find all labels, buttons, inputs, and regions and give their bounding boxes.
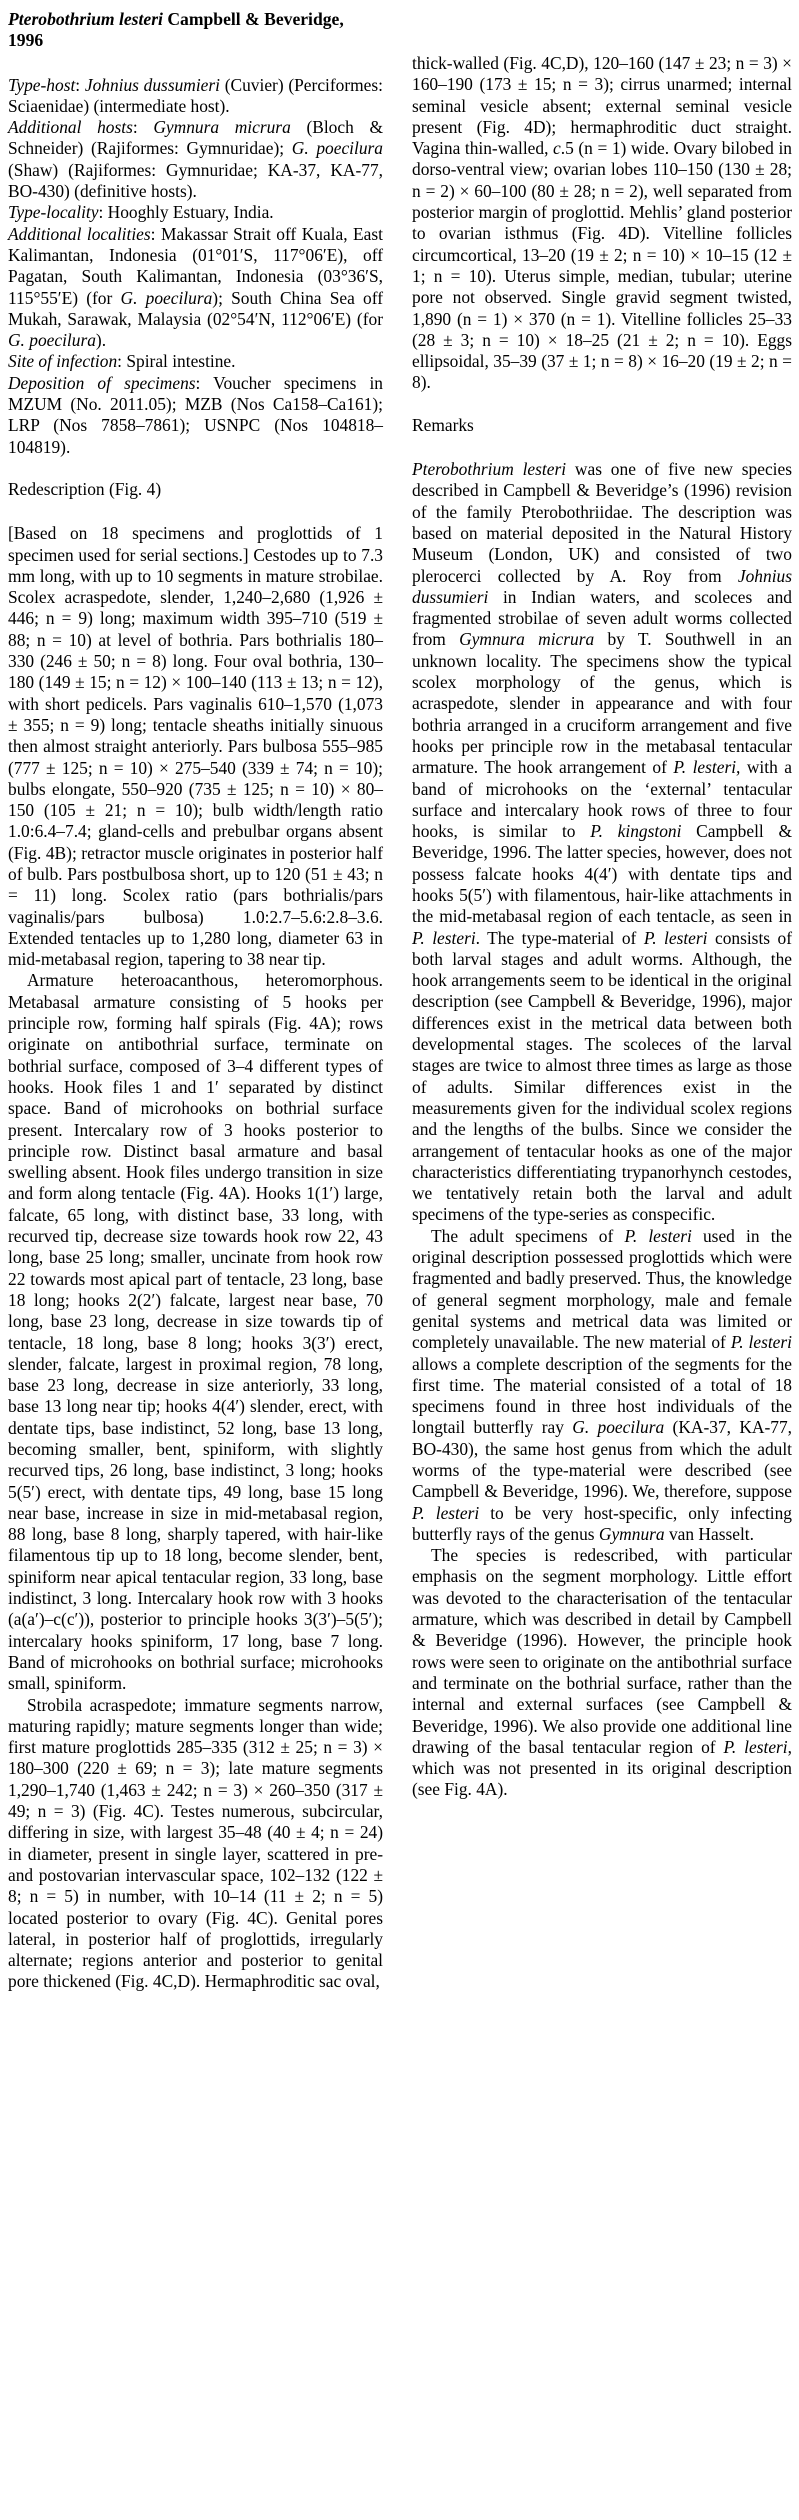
left-column-content <box>8 75 383 1993</box>
article-title: Pterobothrium lesteri Campbell & Beveridge, 1996 <box>8 9 344 51</box>
redescription-paragraph-armature: Armature heteroacanthous, heteromorphous. Metabasal armature consisting of 5 hooks per principle row, forming half spirals (Fig. 4A); rows originate on antibothrial surface, terminate on bothrial surface, composed of 3–4 different types of hooks. Hook files 1 and 1′ separated by distinct space. Band of microhooks on bothrial surface present. Intercalary row of 3 hooks posterior to principle row. Distinct basal armature and basal swelling absent. Hook files undergo transition in size and form along tentacle (Fig. 4A). Hooks 1(1′) large, falcate, 65 long, with distinct base, 33 long, with recurved tip, decrease size towards hook row 22, 43 long, base 25 long; smaller, uncinate from hook row 22 towards most apical part of tentacle, 23 long, base 18 long; hooks 2(2′) falcate, largest near base, 70 long, base 23 long, decrease in size towards tip of tentacle, 18 long, base 8 long; hooks 3(3′) erect, slender, falcate, largest in proximal region, 78 long, base 23 long, decrease in size anteriorly, 33 long, base 13 long near tip; hooks 4(4′) slender, erect, with dentate tips, base indistinct, 52 long, base 13 long, becoming smaller, bent, spiniform, with slightly recurved tips, 26 long, base indistinct, 3 long; hooks 5(5′) erect, with dentate tips, 49 long, base 15 long near base, increase in size in mid-metabasal region, 88 long, base 8 long, sharply tapered, with hair-like filamentous tip up to 18 long, become slender, bent, spiniform near apical tentacular region, 33 long, base indistinct, 3 long. Intercalary hook row with 3 hooks (a(a′)–c(c′)), posterior to principle hooks 3(3′)–5(5′); intercalary hooks spiniform, 17 long, base 7 long. Band of microhooks on bothrial surface; microhooks small, spiniform. <box>8 970 383 1694</box>
taxon-entry-site-of-infection: Site of infection: Spiral intestine. <box>8 351 236 372</box>
redescription-paragraph-scolex: [Based on 18 specimens and proglottids of 1 specimen used for serial sections.] Cestodes up to 7.3 mm long, with up to 10 segments in mature strobilae. Scolex acraspedote, slender, 1,240–2,680 (1,926 ± 446; n = 9) long; maximum width 395–710 (519 ± 88; n = 10) at level of bothria. Pars bothrialis 180–330 (246 ± 50; n = 8) long. Four oval bothria, 130–180 (149 ± 15; n = 12) × 100–140 (113 ± 13; n = 12), with short pedicels. Pars vaginalis 610–1,570 (1,073 ± 355; n = 9) long; tentacle sheaths initially sinuous then almost straight anteriorly. Pars bulbosa 555–985 (777 ± 125; n = 10) × 275–540 (339 ± 74; n = 10); bulbs elongate, 550–920 (735 ± 125; n = 10) × 80–150 (105 ± 21; n = 10); bulb width/length ratio 1.0:6.4–7.4; gland-cells and prebulbar organs absent (Fig. 4B); retractor muscle originates in posterior half of bulb. Pars postbulbosa short, up to 120 (51 ± 43; n = 11) long. Scolex ratio (pars bothrialis/pars vaginalis/pars bulbosa) 1.0:2.7–5.6:2.8–3.6. Extended tentacles up to 1,280 long, diameter 63 in mid-metabasal region, tapering to 38 near tip. <box>8 523 383 970</box>
redescription-paragraph-strobila: Strobila acraspedote; immature segments narrow, maturing rapidly; mature segments longer than wide; first mature proglottids 285–335 (312 ± 25; n = 3) × 180–300 (220 ± 69; n = 3); late mature segments 1,290–1,740 (1,463 ± 242; n = 3) × 260–350 (317 ± 49; n = 3) (Fig. 4C). Testes numerous, subcircular, differing in size, with largest 35–48 (40 ± 4; n = 24) in diameter, present in single layer, scattered in pre- and postovarian intervascular space, 102–132 (122 ± 8; n = 5) in number, with 10–14 (11 ± 2; n = 5) located posterior to ovary (Fig. 4C). Genital pores lateral, in posterior half of proglottids, irregularly alternate; regions anterior and posterior to genital pore thickened (Fig. 4C,D). Hermaphroditic sac oval, <box>8 1694 383 1992</box>
remarks-paragraph-2: The adult specimens of P. lesteri used in the original description possessed proglottids which were fragmented and badly preserved. Thus, the knowledge of general segment morphology, male and female genital systems and metrical data was limited or completely unavailable. The new material of P. lesteri allows a complete description of the segments for the first time. The material consisted of a total of 18 specimens found in three host individuals of the longtail butterfly ray G. poecilura (KA-37, KA-77, BO-430), the same host genus from which the adult worms of the type-material were described (see Campbell & Beveridge, 1996). We, therefore, suppose P. lesteri to be very host-specific, only infecting butterfly rays of the genus Gymnura van Hasselt. <box>412 1225 792 1544</box>
right-column <box>412 9 792 1993</box>
remarks-heading: Remarks <box>412 414 474 435</box>
taxon-entry-type-host: Type-host: Johnius dussumieri (Cuvier) (Perciformes: Sciaenidae) (intermediate host). <box>8 74 383 116</box>
taxon-entry-deposition: Deposition of specimens: Voucher specimens in MZUM (No. 2011.05); MZB (Nos Ca158–Ca161); LRP (Nos 7858–7861); USNPC (Nos 104818–104819). <box>8 372 383 457</box>
taxon-entry-type-locality: Type-locality: Hooghly Estuary, India. <box>8 202 274 223</box>
taxon-entry-additional-localities: Additional localities: Makassar Strait off Kuala, East Kalimantan, Indonesia (01°01′S, 117°06′E), off Pagatan, South Kalimantan, Indonesia (03°36′S, 115°55′E) (for G. poecilura); South China Sea off Mukah, Sarawak, Malaysia (02°54′N, 112°06′E) (for G. poecilura). <box>8 223 383 351</box>
redescription-heading: Redescription (Fig. 4) <box>8 478 162 499</box>
right-column-content <box>412 53 792 1801</box>
remarks-paragraph-3: The species is redescribed, with particular emphasis on the segment morphology. Little effort was devoted to the characterisation of the tentacular armature, which was described in detail by Campbell & Beveridge (1996). However, the principle hook rows were seen to originate on the antibothrial surface and terminate on the bothrial surface, rather than the internal and external surfaces (see Campbell & Beveridge, 1996). We also provide one additional line drawing of the basal tentacular region of P. lesteri, which was not presented in its original description (see Fig. 4A). <box>412 1545 792 1800</box>
redescription-paragraph-genitalia-continuation: thick-walled (Fig. 4C,D), 120–160 (147 ± 23; n = 3) × 160–190 (173 ± 15; n = 3); cirrus unarmed; internal seminal vesicle absent; external seminal vesicle present (Fig. 4D); hermaphroditic duct straight. Vagina thin-walled, c.5 (n = 1) wide. Ovary bilobed in dorso-ventral view; ovarian lobes 110–150 (130 ± 28; n = 2) × 60–100 (80 ± 28; n = 2), well separated from posterior margin of proglottid. Mehlis’ gland posterior to ovarian isthmus (Fig. 4D). Vitelline follicles circumcortical, 13–20 (19 ± 2; n = 10) × 10–15 (12 ± 1; n = 10). Uterus simple, median, tubular; uterine pore not observed. Single gravid segment twisted, 1,890 (n = 1) × 370 (n = 1). Vitelline follicles 25–33 (28 ± 3; n = 10) × 18–25 (21 ± 2; n = 10). Eggs ellipsoidal, 35–39 (37 ± 1; n = 8) × 16–20 (19 ± 2; n = 8). <box>412 53 792 393</box>
taxon-entry-additional-hosts: Additional hosts: Gymnura micrura (Bloch & Schneider) (Rajiformes: Gymnuridae); G. poecilura (Shaw) (Rajiformes: Gymnuridae; KA-37, KA-77, BO-430) (definitive hosts). <box>8 117 384 202</box>
remarks-paragraph-1: Pterobothrium lesteri was one of five new species described in Campbell & Beveridge’s (1996) revision of the family Pterobothriidae. The description was based on material deposited in the Natural History Museum (London, UK) and consisted of two plerocerci collected by A. Roy from Johnius dussumieri in Indian waters, and scoleces and fragmented strobilae of seven adult worms collected from Gymnura micrura by T. Southwell in an unknown locality. The specimens show the typical scolex morphology of the genus, which is acraspedote, slender in appearance and with four bothria arranged in a cruciform arrangement and five hooks per principle row in the metabasal tentacular armature. The hook arrangement of P. lesteri, with a band of microhooks on the ‘external’ tentacular surface and intercalary hook rows of three to four hooks, is similar to P. kingstoni Campbell & Beveridge, 1996. The latter species, however, does not possess falcate hooks 4(4′) with dentate tips and hooks 5(5′) with filamentous, hair-like attachments in the mid-metabasal region of each tentacle, as seen in P. lesteri. The type-material of P. lesteri consists of both larval stages and adult worms. Although, the hook arrangements seem to be identical in the original description (see Campbell & Beveridge, 1996), major differences exist in the metrical data between both developmental stages. The scoleces of the larval stages are twice to almost three times as large as those of adults. Similar differences exist in the measurements given for the individual scolex regions and the lengths of the bulbs. Since we consider the arrangement of tentacular hooks as one of the major characteristics differentiating trypanorhynch cestodes, we tentatively retain both the larval and adult specimens of the type-series as conspecific. <box>412 459 793 1225</box>
left-column <box>8 9 383 1993</box>
